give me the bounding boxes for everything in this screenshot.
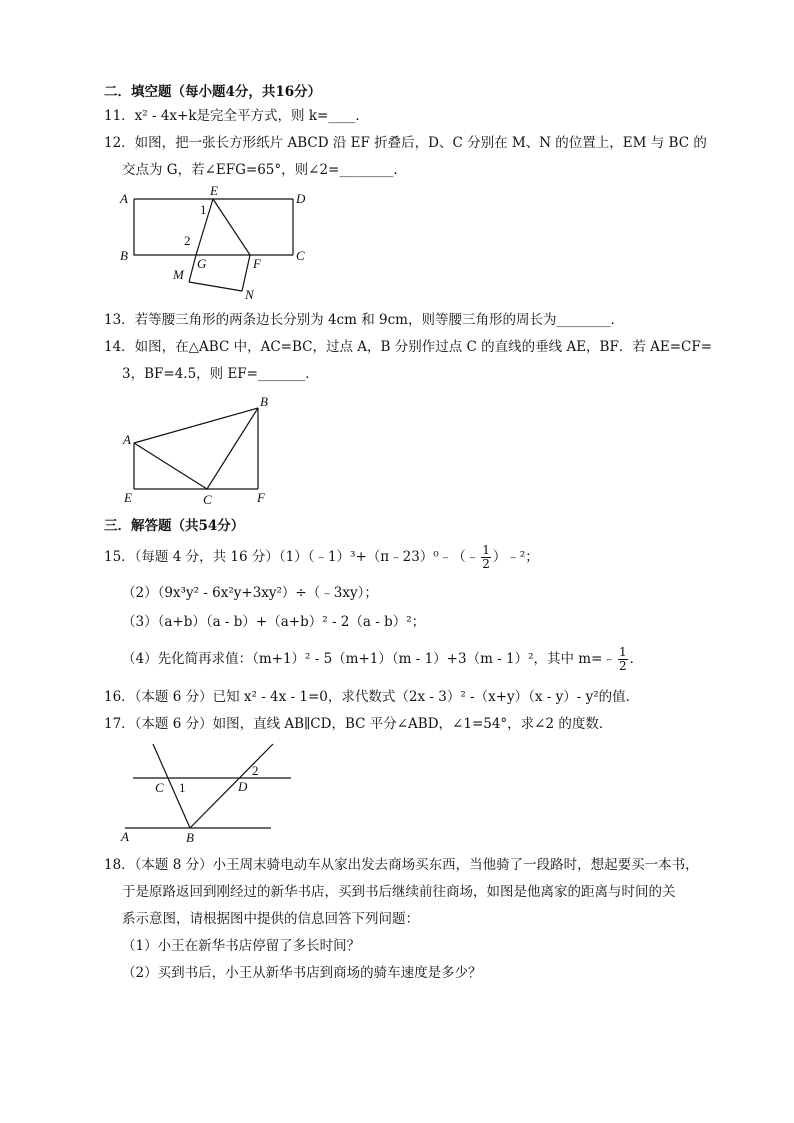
label-A: A: [121, 829, 129, 844]
question-13: 13．若等腰三角形的两条边长分别为 4cm 和 9cm，则等腰三角形的周长为________．: [104, 312, 624, 328]
question-12-line1: 12．如图，把一张长方形纸片 ABCD 沿 EF 折叠后，D、C 分别在 M、N 的位置上，EM 与 BC 的: [104, 135, 707, 151]
q15-tail: ）﹣²；: [492, 549, 539, 565]
angle-1-label: 1: [179, 780, 186, 795]
label-M: M: [173, 267, 184, 282]
question-16: 16．（本题 6 分）已知 x² - 4x - 1=0，求代数式（2x - 3）² -（x+y）（x - y）- y²的值．: [104, 689, 640, 705]
section-fill-blank-title: 二．填空题（每小题4分，共16分）: [104, 84, 322, 100]
q15-intro: 15．（每题 4 分，共 16 分）（1）（﹣1）³+（π﹣23）⁰﹣（﹣: [104, 549, 480, 565]
label-D: D: [296, 191, 306, 206]
question-18-part2: （2）买到书后，小王从新华书店到商场的骑车速度是多少？: [122, 965, 482, 981]
angle-2-label: 2: [184, 233, 191, 248]
label-C: C: [155, 780, 164, 795]
question-11: 11．x² - 4x+k是完全平方式，则 k=____．: [104, 108, 369, 124]
question-14-line1: 14．如图，在△ABC 中，AC=BC，过点 A，B 分别作过点 C 的直线的垂线 AE，BF．若 AE=CF=: [104, 339, 713, 355]
question-18-line1: 18．（本题 8 分）小王周末骑电动车从家出发去商场买东西，当他骑了一段路时，想起要买一本书，: [104, 857, 699, 873]
question-12-line2: 交点为 G，若∠EFG=65°，则∠2=________．: [122, 162, 407, 178]
label-B: B: [186, 830, 194, 845]
q15-p4-frac-den: 2: [618, 659, 627, 673]
question-15-part3: （3）（a+b）（a - b）+（a+b）² - 2（a - b）²；: [122, 614, 426, 630]
label-G: G: [197, 256, 207, 271]
label-C: C: [296, 248, 305, 263]
question-18-line2: 于是原路返回到刚经过的新华书店，买到书后继续前往商场，如图是他离家的距离与时间的关: [122, 884, 676, 900]
label-D: D: [238, 779, 248, 794]
question-15-part2: （2）（9x³y² - 6x²y+3xy²）÷（﹣3xy）；: [122, 585, 378, 601]
section-answer-title: 三．解答题（共54分）: [104, 518, 245, 534]
label-E: E: [210, 183, 218, 198]
figure-12-folded-rectangle: [110, 182, 320, 307]
question-17: 17．（本题 6 分）如图，直线 AB∥CD，BC 平分∠ABD，∠1=54°，求∠2 的度数．: [104, 716, 613, 732]
label-N: N: [245, 287, 254, 302]
q15-p4-frac-num: 1: [618, 645, 627, 659]
q15-frac-num: 1: [482, 543, 490, 557]
q15-p4-fraction: [618, 646, 628, 673]
label-A: A: [123, 432, 131, 447]
figure-17-parallel-lines: [113, 738, 303, 848]
q15-p4-tail: ．: [629, 651, 644, 667]
label-E: E: [124, 490, 132, 505]
angle-2-label: 2: [252, 763, 259, 778]
label-B: B: [260, 394, 268, 409]
label-A: A: [120, 191, 128, 206]
q15-p4-intro: （4）先化简再求值：（m+1）² - 5（m+1）（m - 1）+3（m - 1）²，其中 m=﹣: [122, 651, 616, 667]
q15-fraction: [481, 544, 491, 571]
question-18-part1: （1）小王在新华书店停留了多长时间？: [122, 938, 361, 954]
question-14-line2: 3，BF=4.5，则 EF=_______．: [122, 366, 319, 382]
q15-frac-den: 2: [482, 557, 490, 571]
angle-1-label: 1: [200, 202, 207, 217]
label-C: C: [203, 492, 212, 507]
label-F: F: [253, 256, 261, 271]
question-15-part1: [104, 544, 539, 571]
figure-14-triangle: [118, 393, 278, 513]
label-F: F: [257, 490, 265, 505]
question-18-line3: 系示意图，请根据图中提供的信息回答下列问题：: [122, 911, 419, 927]
label-B: B: [120, 248, 128, 263]
question-15-part4: [122, 646, 643, 673]
